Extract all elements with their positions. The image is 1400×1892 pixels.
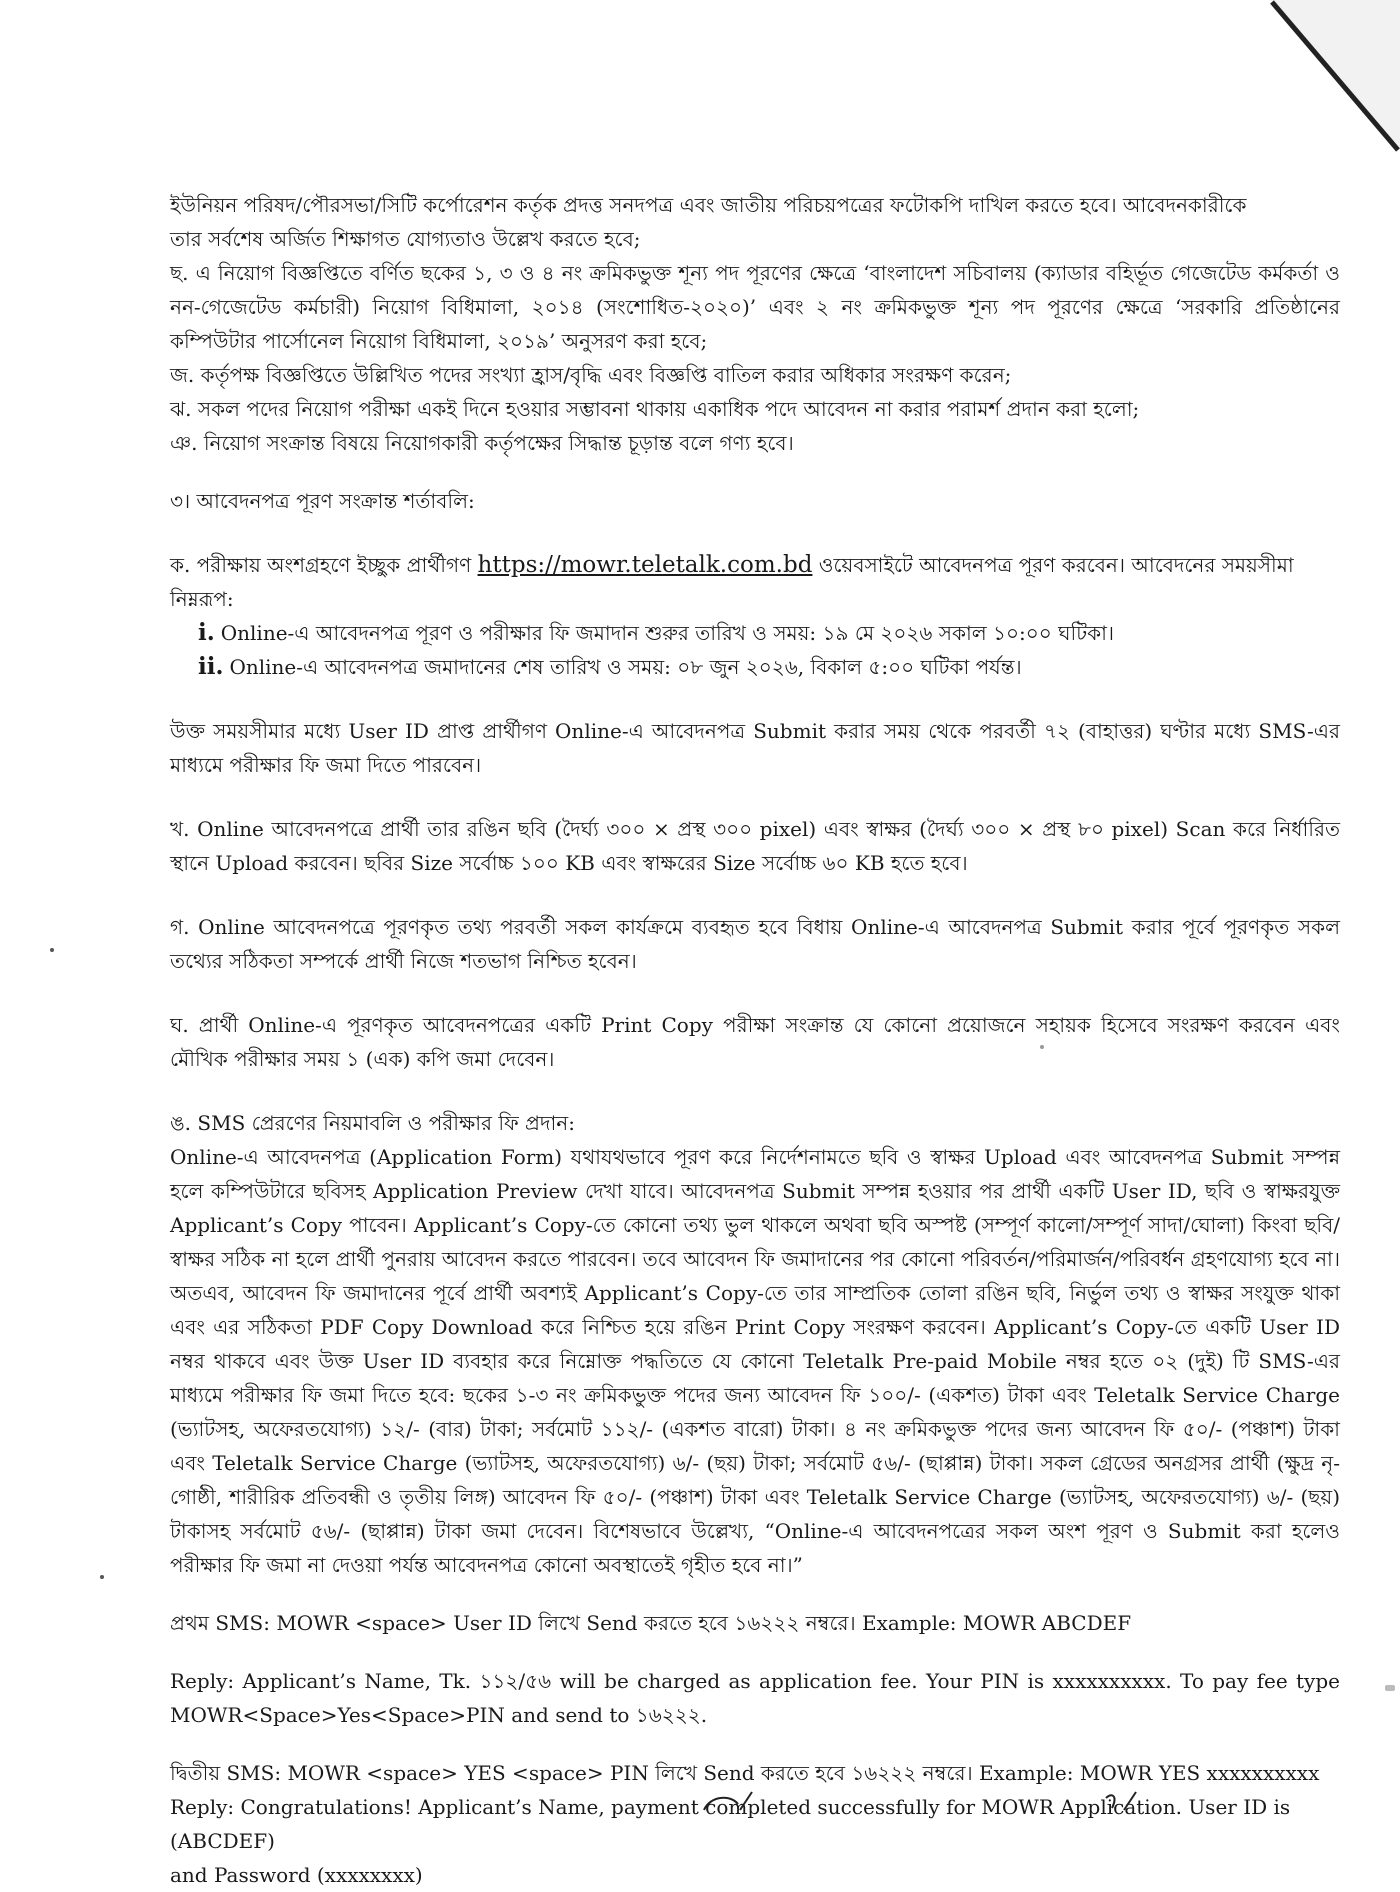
signature-mark-right — [1100, 1790, 1150, 1812]
scan-speck — [100, 1575, 104, 1579]
clause-ga: গ. Online আবেদনপত্রে পূরণকৃত তথ্য পরবর্তী সকল কার্যক্রমে ব্যবহৃত হবে বিধায় Online-এ আবেদনপত্র Submit করার পূর্বে পূরণকৃত সকল তথ্যের সঠিকতা সম্পর্কে প্রার্থী নিজে শতভাগ নিশ্চিত হবেন। — [170, 915, 1340, 973]
clause-nya: ঞ. নিয়োগ সংক্রান্ত বিষয়ে নিয়োগকারী কর্তৃপক্ষের সিদ্ধান্ত চূড়ান্ত বলে গণ্য হবে। — [170, 431, 794, 455]
first-sms-reply: Reply: Applicant’s Name, Tk. ১১২/৫৬ will be charged as application fee. Your PIN is xxxxxxxxxx. To pay fee type MOWR<Space>Yes<Space>PIN and send to ১৬২২২. — [170, 1669, 1340, 1727]
teletalk-application-link[interactable]: https://mowr.teletalk.com.bd — [477, 552, 813, 578]
continuation-line-2: তার সর্বশেষ অর্জিত শিক্ষাগত যোগ্যতাও উল্লেখ করতে হবে; — [170, 227, 641, 251]
clause-ka-intro: ক. পরীক্ষায় অংশগ্রহণে ইচ্ছুক প্রার্থীগণ — [170, 553, 478, 577]
second-sms-reply-line-1: Reply: Congratulations! Applicant’s Name, payment completed successfully for MOWR Application. User ID is (ABCDEF) — [170, 1795, 1291, 1853]
second-sms-instruction: দ্বিতীয় SMS: MOWR <space> YES <space> PIN লিখে Send করতে হবে ১৬২২২ নম্বরে। Example: MOWR YES xxxxxxxxxx — [170, 1761, 1320, 1785]
item-number-i: i. — [198, 619, 215, 646]
clause-jha: ঝ. সকল পদের নিয়োগ পরীক্ষা একই দিনে হওয়ার সম্ভাবনা থাকায় একাধিক পদে আবেদন না করার পরামর্শ প্রদান করা হলো; — [170, 397, 1140, 421]
continuation-line-1: ইউনিয়ন পরিষদ/পৌরসভা/সিটি কর্পোরেশন কর্তৃক প্রদত্ত সনদপত্র এবং জাতীয় পরিচয়পত্রের ফটোকপি দাখিল করতে হবে। আবেদনকারীকে — [170, 193, 1247, 217]
clause-umo-body: Online-এ আবেদনপত্র (Application Form) যথাযথভাবে পূরণ করে নির্দেশনামতে ছবি ও স্বাক্ষর Upload এবং আবেদনপত্র Submit সম্পন্ন হলে কম্পিউটারে ছবিসহ Application Preview দেখা যাবে। আবেদনপত্র Submit সম্পন্ন হওয়ার পর প্রার্থী একটি User ID, ছবি ও স্বাক্ষরযুক্ত Applicant’s Copy পাবেন। Applicant’s Copy-তে কোনো তথ্য ভুল থাকলে অথবা ছবি অস্পষ্ট (সম্পূর্ণ কালো/সম্পূর্ণ সাদা/ঘোলা) কিংবা ছবি/স্বাক্ষর সঠিক না হলে প্রার্থী পুনরায় আবেদন করতে পারবেন। তবে আবেদন ফি জমাদানের পর কোনো পরিবর্তন/পরিমার্জন/পরিবর্ধন গ্রহণযোগ্য হবে না। অতএব, আবেদন ফি জমাদানের পূর্বে প্রার্থী অবশ্যই Applicant’s Copy-তে তার সাম্প্রতিক তোলা রঙিন ছবি, নির্ভুল তথ্য ও স্বাক্ষর সংযুক্ত থাকা এবং এর সঠিকতা PDF Copy Download করে নিশ্চিত হয়ে রঙিন Print Copy সংরক্ষণ করবেন। Applicant’s Copy-তে একটি User ID নম্বর থাকবে এবং উক্ত User ID ব্যবহার করে নিম্নোক্ত পদ্ধতিতে যে কোনো Teletalk Pre-paid Mobile নম্বর হতে ০২ (দুই) টি SMS-এর মাধ্যমে পরীক্ষার ফি জমা দিতে হবে: ছকের ১-৩ নং ক্রমিকভুক্ত পদের জন্য আবেদন ফি ১০০/- (একশত) টাকা এবং Teletalk Service Charge (ভ্যাটসহ, অফেরতযোগ্য) ১২/- (বার) টাকা; সর্বমোট ১১২/- (একশত বারো) টাকা। ৪ নং ক্রমিকভুক্ত পদের জন্য আবেদন ফি ৫০/- (পঞ্চাশ) টাকা এবং Teletalk Service Charge (ভ্যাটসহ, অফেরতযোগ্য) ৬/- (ছয়) টাকা; সর্বমোট ৫৬/- (ছাপ্পান্ন) টাকা। সকল গ্রেডের অনগ্রসর প্রার্থী (ক্ষুদ্র নৃ-গোষ্ঠী, শারীরিক প্রতিবন্ধী ও তৃতীয় লিঙ্গ) আবেদন ফি ৫০/- (পঞ্চাশ) টাকা এবং Teletalk Service Charge (ভ্যাটসহ, অফেরতযোগ্য) ৬/- (ছয়) টাকাসহ সর্বমোট ৫৬/- (ছাপ্পান্ন) টাকা জমা দেবেন। বিশেষভাবে উল্লেখ্য, “Online-এ আবেদনপত্রের সকল অংশ পূরণ ও Submit করা হলেও পরীক্ষার ফি জমা না দেওয়া পর্যন্ত আবেদনপত্র কোনো অবস্থাতেই গৃহীত হবে না।” — [170, 1145, 1340, 1577]
start-date-text: Online-এ আবেদনপত্র পূরণ ও পরীক্ষার ফি জমাদান শুরুর তারিখ ও সময়: ১৯ মে ২০২৬ সকাল ১০:০০ ঘটিকা। — [220, 621, 1115, 645]
clause-kha: খ. Online আবেদনপত্রে প্রার্থী তার রঙিন ছবি (দৈর্ঘ্য ৩০০ × প্রস্থ ৩০০ pixel) এবং স্বাক্ষর (দৈর্ঘ্য ৩০০ × প্রস্থ ৮০ pixel) Scan করে নির্ধারিত স্থানে Upload করবেন। ছবির Size সর্বোচ্চ ১০০ KB এবং স্বাক্ষরের Size সর্বোচ্চ ৬০ KB হতে হবে। — [170, 817, 1340, 875]
scan-speck — [1385, 1685, 1395, 1691]
first-sms-instruction: প্রথম SMS: MOWR <space> User ID লিখে Send করতে হবে ১৬২২২ নম্বরে। Example: MOWR ABCDEF — [170, 1611, 1132, 1635]
section-3-heading: ৩। আবেদনপত্র পূরণ সংক্রান্ত শর্তাবলি: — [170, 489, 475, 513]
signature-mark-left — [700, 1790, 780, 1812]
item-number-ii: ii. — [198, 653, 224, 680]
deadline-item-end — [170, 650, 1340, 684]
second-sms-reply-line-2: and Password (xxxxxxxx) — [170, 1863, 423, 1887]
user-id-note: উক্ত সময়সীমার মধ্যে User ID প্রাপ্ত প্রার্থীগণ Online-এ আবেদনপত্র Submit করার সময় থেকে পরবর্তী ৭২ (বাহাত্তর) ঘণ্টার মধ্যে SMS-এর মাধ্যমে পরীক্ষার ফি জমা দিতে পারবেন। — [170, 719, 1340, 777]
clause-ka-deadline-intro: ওয়েবসাইটে আবেদনপত্র পূরণ করবেন। আবেদনের সময়সীমা নিম্নরূপ: — [170, 553, 1294, 611]
deadline-item-start — [170, 616, 1340, 650]
clause-umo-heading: ঙ. SMS প্রেরণের নিয়মাবলি ও পরীক্ষার ফি প্রদান: — [170, 1111, 575, 1135]
clause-chha: ছ. এ নিয়োগ বিজ্ঞপ্তিতে বর্ণিত ছকের ১, ৩ ও ৪ নং ক্রমিকভুক্ত শূন্য পদ পূরণের ক্ষেত্রে ‘বাংলাদেশ সচিবালয় (ক্যাডার বহির্ভূত গেজেটেড কর্মকর্তা ও নন-গেজেটেড কর্মচারী) নিয়োগ বিধিমালা, ২০১৪ (সংশোধিত-২০২০)’ এবং ২ নং ক্রমিকভুক্ত শূন্য পদ পূরণের ক্ষেত্রে ‘সরকারি প্রতিষ্ঠানের কম্পিউটার পার্সোনেল নিয়োগ বিধিমালা, ২০১৯’ অনুসরণ করা হবে; — [170, 261, 1340, 353]
clause-gha: ঘ. প্রার্থী Online-এ পূরণকৃত আবেদনপত্রের একটি Print Copy পরীক্ষা সংক্রান্ত যে কোনো প্রয়োজনে সহায়ক হিসেবে সংরক্ষণ করবেন এবং মৌখিক পরীক্ষার সময় ১ (এক) কপি জমা দেবেন। — [170, 1013, 1340, 1071]
end-date-text: Online-এ আবেদনপত্র জমাদানের শেষ তারিখ ও সময়: ০৮ জুন ২০২৬, বিকাল ৫:০০ ঘটিকা পর্যন্ত। — [229, 655, 1022, 679]
page-corner-fold — [1250, 0, 1400, 170]
clause-ja: জ. কর্তৃপক্ষ বিজ্ঞপ্তিতে উল্লিখিত পদের সংখ্যা হ্রাস/বৃদ্ধি এবং বিজ্ঞপ্তি বাতিল করার অধিকার সংরক্ষণ করেন; — [170, 363, 1012, 387]
scan-speck — [1040, 1045, 1044, 1049]
clause-ka — [170, 548, 1340, 616]
scan-speck — [50, 948, 54, 952]
document-body — [170, 188, 1340, 1892]
